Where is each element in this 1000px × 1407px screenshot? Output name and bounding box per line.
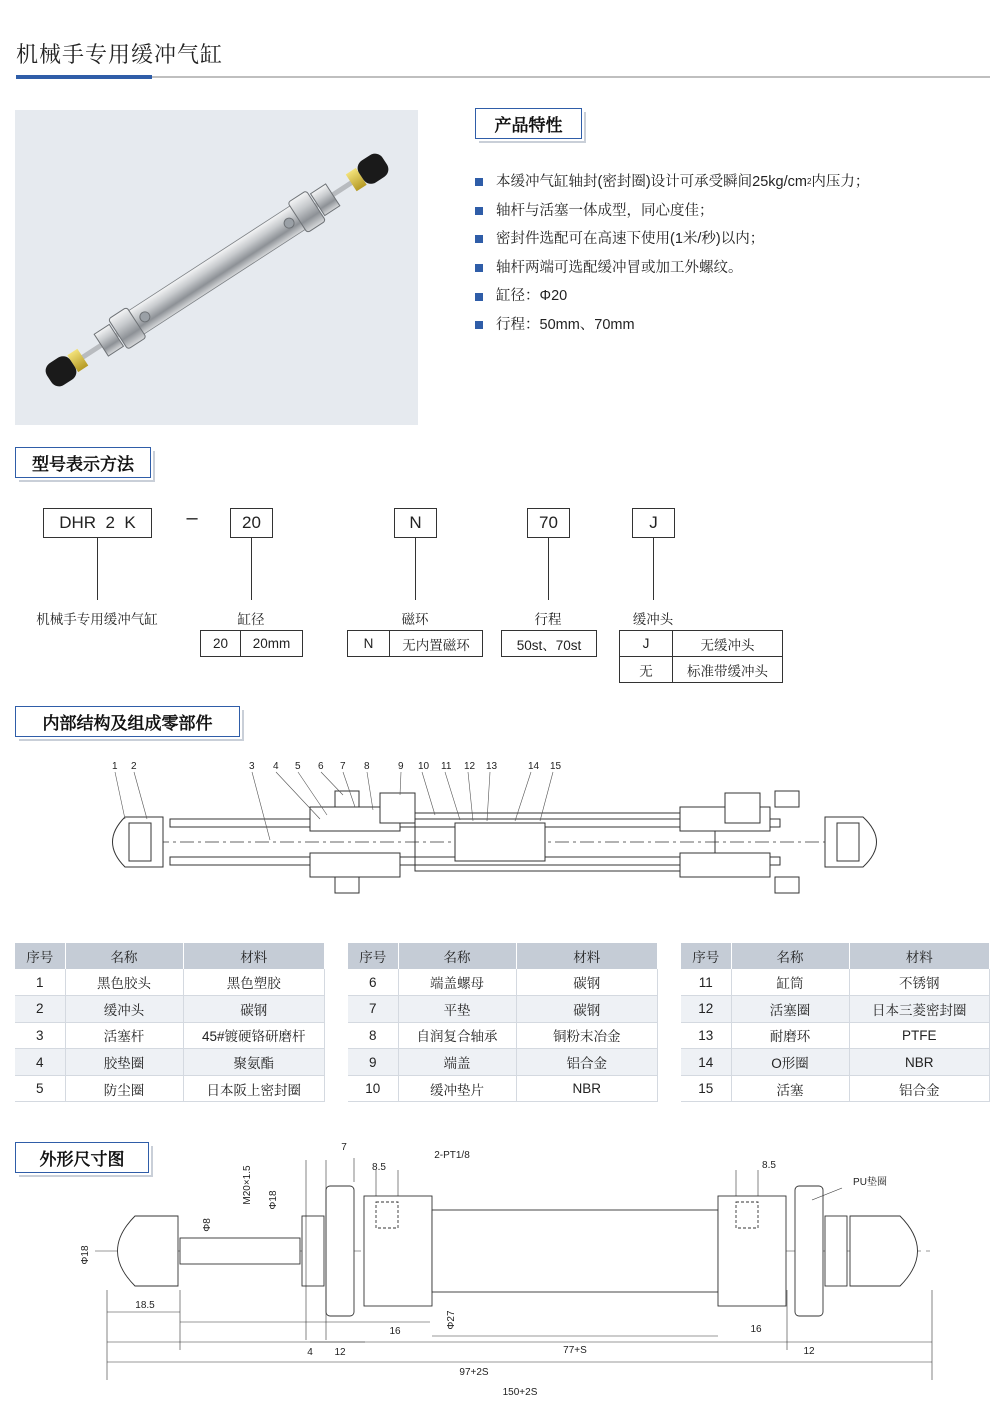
svg-text:8: 8 [364, 761, 370, 772]
label-stroke: 行程 [534, 612, 562, 627]
svg-text:12: 12 [464, 761, 476, 772]
code-leader [97, 538, 98, 600]
table-row: 50st、70st [502, 631, 597, 657]
model-heading: 型号表示方法 [15, 447, 151, 478]
dimensions-heading: 外形尺寸图 [15, 1142, 149, 1173]
svg-text:77+S: 77+S [563, 1345, 587, 1356]
table-row: 13 耐磨环 PTFE [681, 1022, 990, 1049]
callout-numbers [112, 761, 562, 772]
parts-table-2 [348, 943, 658, 1102]
table-row: N 无内置磁环 [348, 631, 483, 657]
svg-text:Φ18: Φ18 [268, 1190, 279, 1210]
label-series: 机械手专用缓冲气缸 [36, 612, 158, 627]
title-divider [16, 76, 990, 78]
svg-text:3: 3 [249, 761, 255, 772]
svg-text:12: 12 [334, 1347, 346, 1358]
table-row: 11 缸筒 不锈钢 [681, 969, 990, 996]
table-row: 14 O形圈 NBR [681, 1049, 990, 1076]
svg-text:4: 4 [273, 761, 279, 772]
svg-text:18.5: 18.5 [135, 1300, 155, 1311]
table-row: 10 缓冲垫片 NBR [348, 1075, 658, 1102]
code-bore: 20 [230, 508, 273, 538]
code-magnet: N [394, 508, 437, 538]
feature-item: 轴杆两端可选配缓冲冒或加工外螺纹。 [475, 254, 869, 283]
cylinder-illustration [15, 110, 418, 425]
svg-text:2-PT1/8: 2-PT1/8 [434, 1150, 470, 1161]
svg-text:12: 12 [803, 1346, 815, 1357]
table-row: 4 胶垫圈 聚氨酯 [15, 1049, 325, 1076]
label-magnet: 磁环 [401, 612, 429, 627]
table-row: 1 黑色胶头 黑色塑胶 [15, 969, 325, 996]
parts-table-3 [681, 943, 990, 1102]
feature-item: 行程：50mm、70mm [475, 311, 869, 340]
code-leader [548, 538, 549, 600]
feature-item: 缸径：Φ20 [475, 282, 869, 311]
table-row: 9 端盖 铝合金 [348, 1049, 658, 1076]
svg-text:16: 16 [750, 1324, 762, 1335]
code-leader [251, 538, 252, 600]
feature-item: 密封件选配可在高速下使用(1米/秒)以内； [475, 225, 869, 254]
svg-text:10: 10 [418, 761, 430, 772]
table-row: 无 标准带缓冲头 [620, 657, 783, 683]
code-cushion: J [632, 508, 675, 538]
page-title: 机械手专用缓冲气缸 [16, 42, 224, 67]
svg-text:6: 6 [318, 761, 324, 772]
svg-text:8.5: 8.5 [372, 1162, 386, 1173]
svg-text:2: 2 [131, 761, 137, 772]
table-row: 7 平垫 碳钢 [348, 996, 658, 1023]
svg-text:150+2S: 150+2S [502, 1387, 538, 1398]
table-row: 8 自润复合轴承 铜粉末冶金 [348, 1022, 658, 1049]
magnet-options-table [347, 630, 483, 657]
table-row: 2 缓冲头 碳钢 [15, 996, 325, 1023]
label-cushion: 缓冲头 [632, 612, 674, 627]
code-stroke: 70 [527, 508, 570, 538]
svg-text:9: 9 [398, 761, 404, 772]
feature-item: 本缓冲气缸轴封(密封圈)设计可承受瞬间25kg/cm 2 内压力； [475, 168, 869, 197]
cross-section-drawing [95, 755, 915, 915]
table-row: 20 20mm [201, 631, 303, 657]
cushion-options-table [619, 630, 783, 683]
table-row: 5 防尘圈 日本阪上密封圈 [15, 1075, 325, 1102]
stroke-options-table [501, 630, 597, 657]
code-leader [653, 538, 654, 600]
svg-text:11: 11 [441, 761, 452, 772]
feature-list [475, 168, 869, 340]
svg-text:13: 13 [486, 761, 498, 772]
table-row: J 无缓冲头 [620, 631, 783, 657]
svg-text:Φ8: Φ8 [202, 1218, 213, 1232]
code-dash: – [186, 507, 198, 529]
product-photo [15, 110, 418, 425]
svg-text:16: 16 [389, 1326, 401, 1337]
feature-item: 轴杆与活塞一体成型，同心度佳； [475, 197, 869, 226]
table-row: 3 活塞杆 45#镀硬铬研磨杆 [15, 1022, 325, 1049]
table-header-row: 序号 名称 材料 [15, 943, 325, 969]
svg-text:Φ27: Φ27 [446, 1310, 457, 1330]
label-bore: 缸径 [237, 612, 265, 627]
title-divider-accent [16, 75, 152, 79]
code-leader [415, 538, 416, 600]
svg-text:1: 1 [112, 761, 118, 772]
svg-text:14: 14 [528, 761, 540, 772]
svg-text:15: 15 [550, 761, 562, 772]
svg-text:4: 4 [307, 1347, 313, 1358]
svg-text:97+2S: 97+2S [459, 1367, 489, 1378]
svg-text:7: 7 [341, 1142, 347, 1153]
table-header-row: 序号 名称 材料 [348, 943, 658, 969]
bore-options-table [200, 630, 303, 657]
svg-text:8.5: 8.5 [762, 1160, 776, 1171]
svg-text:Φ18: Φ18 [80, 1245, 91, 1265]
svg-text:7: 7 [340, 761, 346, 772]
table-row: 12 活塞圈 日本三菱密封圈 [681, 996, 990, 1023]
structure-heading: 内部结构及组成零部件 [15, 706, 240, 737]
table-row: 6 端盖螺母 碳钢 [348, 969, 658, 996]
parts-table-1 [15, 943, 325, 1102]
features-heading: 产品特性 [475, 108, 582, 139]
table-row: 15 活塞 铝合金 [681, 1075, 990, 1102]
svg-text:5: 5 [295, 761, 301, 772]
table-header-row: 序号 名称 材料 [681, 943, 990, 969]
svg-text:M20×1.5: M20×1.5 [242, 1165, 253, 1205]
svg-text:PU垫圈: PU垫圈 [853, 1177, 887, 1188]
dimension-drawing [70, 1140, 1000, 1402]
code-series: DHR 2 K [43, 508, 152, 538]
